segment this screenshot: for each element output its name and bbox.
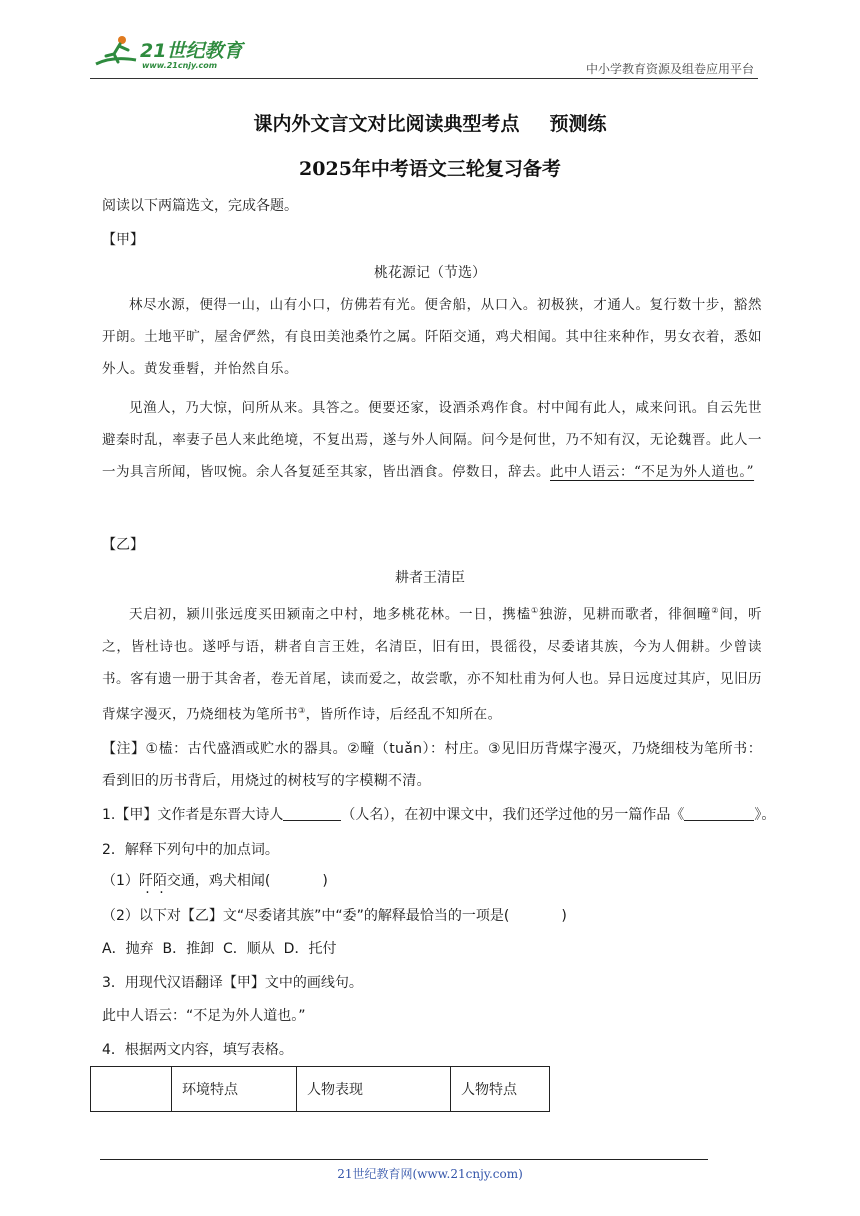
answer-table (90, 1066, 550, 1112)
table-header-cell[interactable] (91, 1067, 172, 1112)
logo-url: www.21cnjy.com (142, 61, 218, 70)
answer-blank-work[interactable] (684, 806, 754, 821)
q1-text-a: 1.【甲】文作者是东晋大诗人 (102, 807, 284, 823)
passage-yi-paragraph (102, 595, 762, 730)
site-logo (92, 34, 262, 74)
question-3-sentence: 此中人语云：“不足为外人道也。” (102, 1008, 306, 1024)
runner-logo-icon (92, 34, 140, 74)
section-tag-yi: 【乙】 (102, 537, 144, 553)
page-footer: 21世纪教育网(www.21cnjy.com) (337, 1167, 523, 1181)
table-header-cell: 环境特点 (172, 1067, 297, 1112)
passage-yi-text-a: 天启初，颍川张远度买田颍南之中村，地多桃花林。一日，携榼 (129, 606, 531, 623)
underlined-sentence: 此中人语云：“不足为外人道也。” (550, 464, 755, 480)
passage-yi-text-c: 间，听之，皆杜诗也。遂呼与语，耕者自言王姓，名清臣，旧有田，畏徭役，尽委诸其族，今为人佣耕。少曾读书。客有遗一册于其舍者，卷无首尾，读而爱之，故尝歌，亦不知杜甫为何人也。异日远度过其庐，见旧历背煤字漫灭，乃烧细枝为笔所书 (102, 606, 763, 722)
q2-options: A．抛弃 B．推卸 C．顺从 D．托付 (102, 941, 337, 957)
q1-text-c: 》。 (754, 807, 776, 823)
document-subtitle: 2025年中考语文三轮复习备考 (299, 158, 561, 180)
passage-heading-yi: 耕者王清臣 (395, 570, 465, 586)
title-main: 课内外文言文对比阅读典型考点 (253, 113, 520, 135)
answer-blank-author[interactable] (283, 806, 341, 821)
dotted-char-qian: 阡 (138, 873, 153, 889)
passage-jia-paragraph-2 (102, 392, 762, 488)
question-2-2 (102, 907, 567, 925)
passage-yi-text-b: 独游，见耕而歌者，徘徊疃 (539, 606, 712, 623)
footer-divider (100, 1159, 708, 1160)
annotation-note: 【注】①榼：古代盛酒或贮水的器具。②疃（tuǎn）：村庄。③见旧历背煤字漫灭，乃烧细枝为笔所书：看到旧的历书背后，用烧过的树枝写的字模糊不清。 (102, 741, 762, 789)
question-4: 4．根据两文内容，填写表格。 (102, 1042, 293, 1058)
table-header-row (91, 1067, 550, 1112)
passage-heading-jia: 桃花源记（节选） (374, 265, 486, 281)
q2-2-text: （2）以下对【乙】文“尽委诸其族”中“委”的解释最恰当的一项是( (102, 908, 510, 924)
question-3: 3．用现代汉语翻译【甲】文中的画线句。 (102, 975, 363, 991)
page-header (90, 32, 758, 79)
q1-text-b: （人名），在初中课文中，我们还学过他的另一篇作品《 (341, 807, 685, 823)
passage-jia-paragraph-1: 林尽水源，便得一山，山有小口，仿佛若有光。便舍船，从口入。初极狭，才通人。复行数十步，豁然开朗。土地平旷，屋舍俨然，有良田美池桑竹之属。阡陌交通，鸡犬相闻。其中往来种作，男女衣着，悉如外人。黄发垂髫，并怡然自乐。 (102, 297, 762, 377)
title-suffix: 预测练 (549, 113, 607, 135)
table-header-cell: 人物特点 (451, 1067, 550, 1112)
footnote-mark-1: ① (530, 606, 539, 615)
question-2: 2．解释下列句中的加点词。 (102, 842, 279, 858)
instructions: 阅读以下两篇选文，完成各题。 (102, 198, 298, 214)
question-1 (102, 806, 775, 824)
q2-1-text: 交通，鸡犬相闻( (166, 873, 271, 889)
passage-yi-text-d: ，皆所作诗，后经乱不知所在。 (305, 706, 502, 722)
dotted-char-mo: 陌 (152, 873, 167, 889)
footnote-mark-3: ③ (298, 705, 306, 715)
q2-2-close: ) (561, 908, 567, 924)
document-title (0, 109, 860, 136)
section-tag-jia: 【甲】 (102, 232, 144, 248)
platform-name: 中小学教育资源及组卷应用平台 (585, 62, 754, 76)
logo-text: 21世纪教育 (140, 40, 243, 62)
q2-1-close: ) (322, 873, 328, 889)
table-header-cell: 人物表现 (297, 1067, 451, 1112)
footnote-mark-2: ② (711, 606, 720, 615)
passage-jia-text: 见渔人，乃大惊，问所从来。具答之。便要还家，设酒杀鸡作食。村中闻有此人，咸来问讯。自云先世避秦时乱，率妻子邑人来此绝境，不复出焉，遂与外人间隔。问今是何世，乃不知有汉，无论魏晋。此人一一为具言所闻，皆叹惋。余人各复延至其家，皆出酒食。停数日，辞去。 (102, 400, 762, 480)
question-2-1 (102, 872, 328, 890)
q2-1-number: （1） (102, 873, 139, 889)
